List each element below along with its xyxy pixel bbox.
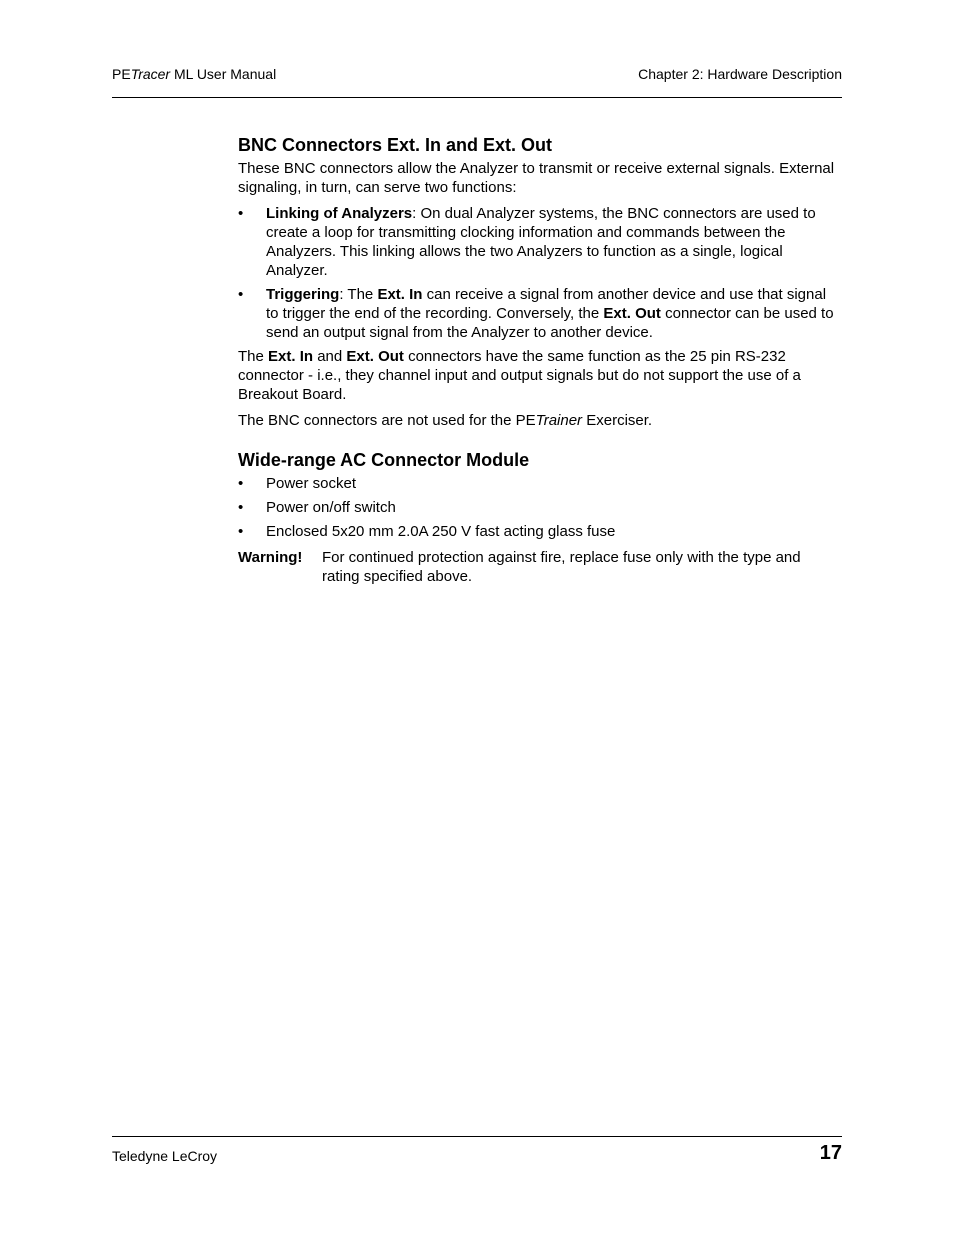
list-item: [238, 498, 842, 517]
bullet-marker: •: [238, 286, 244, 303]
linking-description: : On dual Analyzer systems, the BNC connectors are used to create a loop for transmitting clocking information and commands between the Analyzers. This linking allows the two Analyzers to function as a single, logical Analyzer.: [266, 205, 816, 279]
section-heading-bnc: BNC Connectors Ext. In and Ext. Out: [238, 135, 553, 155]
triggering-ext-in: Ext. In: [377, 286, 423, 303]
triggering-text-1: : The: [339, 286, 378, 303]
bullet-marker: •: [238, 523, 244, 540]
footer-rule: [112, 1136, 842, 1137]
bullet-marker: •: [238, 499, 244, 516]
list-item: [238, 474, 842, 493]
para2-text-2: and: [313, 348, 347, 365]
warning-note: [238, 548, 842, 586]
para2-text-3: connectors have the same function as the 25 pin RS-232 connector - i.e., they channel input and output signals but do not support the use of a Breakout Board.: [238, 348, 801, 403]
page-number: 17: [819, 1142, 842, 1164]
list-item-linking: [238, 204, 842, 280]
section-heading-ac-module: Wide-range AC Connector Module: [238, 450, 530, 470]
para2-ext-out: Ext. Out: [346, 348, 404, 365]
page-content: [238, 133, 842, 586]
header-suffix: ML User Manual: [170, 66, 277, 82]
bnc-function-list: [238, 204, 842, 342]
list-item-text: Power on/off switch: [266, 499, 396, 516]
running-header-chapter: Chapter 2: Hardware Description: [638, 66, 842, 82]
bullet-marker: •: [238, 205, 244, 222]
list-item-triggering: [238, 285, 842, 342]
list-item-text: Power socket: [266, 475, 357, 492]
triggering-text-2: can receive a signal from another device and use that signal to trigger the end of the recording. Conversely, the: [266, 286, 827, 322]
triggering-text-3: connector can be used to send an output signal from the Analyzer to another device.: [266, 305, 834, 341]
warning-label: Warning!: [238, 549, 303, 566]
term-linking: Linking of Analyzers: [266, 205, 413, 222]
para2-text-1: The: [238, 348, 269, 365]
list-item-text: Enclosed 5x20 mm 2.0A 250 V fast acting glass fuse: [266, 523, 616, 540]
header-rule: [112, 97, 842, 98]
list-item: [238, 522, 842, 541]
para3-text-2: Exerciser.: [582, 412, 653, 429]
header-prefix: PE: [112, 66, 131, 82]
ext-connectors-paragraph: [238, 347, 842, 404]
footer-company: Teledyne LeCroy: [112, 1148, 218, 1164]
para2-ext-in: Ext. In: [268, 348, 314, 365]
para3-trainer-italic: Trainer: [535, 412, 583, 429]
triggering-ext-out: Ext. Out: [603, 305, 661, 322]
header-product-italic: Tracer: [130, 66, 171, 82]
ac-module-list: [238, 474, 842, 541]
bnc-intro-paragraph: These BNC connectors allow the Analyzer to transmit or receive external signals. External signaling, in turn, can serve two functions:: [238, 160, 835, 196]
bullet-marker: •: [238, 475, 244, 492]
warning-text: For continued protection against fire, replace fuse only with the type and rating specified above.: [322, 549, 801, 585]
running-header-title: [112, 66, 276, 82]
trainer-note-paragraph: [238, 411, 842, 430]
term-triggering: Triggering: [266, 286, 340, 303]
para3-text-1: The BNC connectors are not used for the PE: [238, 412, 536, 429]
